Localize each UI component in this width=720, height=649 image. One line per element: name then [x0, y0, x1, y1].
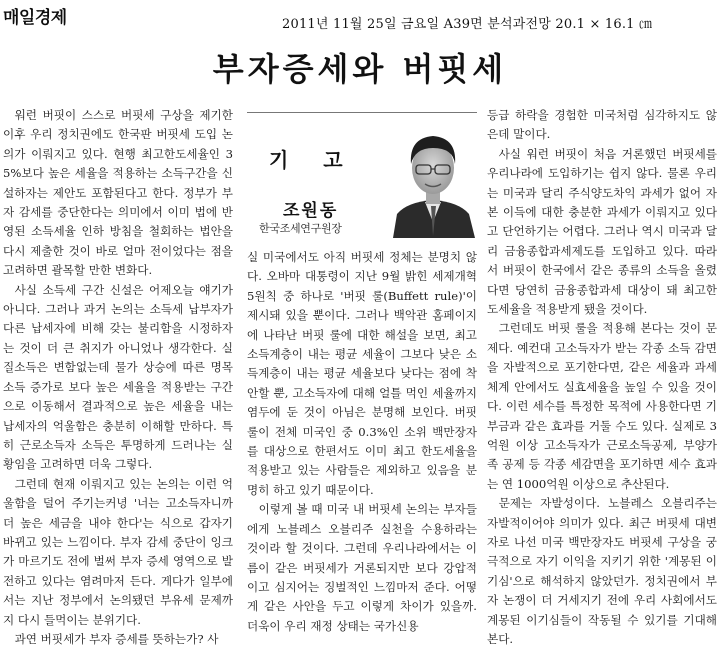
newspaper-brand: 매일경제 — [3, 8, 67, 28]
contribution-label: 기 고 — [269, 148, 357, 172]
contributor-rule — [247, 112, 477, 113]
article-column-3 — [487, 106, 717, 646]
paragraph: 등급 하락을 경험한 미국처럼 심각하지도 않은데 말이다. — [487, 108, 717, 142]
issue-line: 2011년 11월 25일 금요일 A39면 분석과전망 20.1 × 16.1 ㎝ — [282, 17, 653, 32]
paragraph: 그런데 현재 이뤄지고 있는 논의는 이런 억울함을 덜어 주기는커녕 '너는 고소득자니까 더 높은 세금을 내야 한다'는 식으로 갑자기 바뀌고 있는 느낌이다. 부자 감세 중단이 잉크가 마르기도 전에 벌써 부자 증세 영역으로 발전하고 있다는 염려마저 든다. 게다가 일부에서는 지난 정부에서 논의됐던 부유세 문제까지 다시 들먹이는 분위기다. — [3, 476, 233, 627]
author-portrait — [387, 118, 479, 238]
paragraph: 과연 버핏세가 부자 증세를 뜻하는가? 사 — [14, 631, 219, 646]
author-name: 조원동 — [283, 201, 339, 221]
author-affiliation: 한국조세연구원장 — [259, 222, 342, 235]
paragraph: 사실 소득세 구간 신설은 어제오늘 얘기가 아니다. 그러나 과거 논의는 소득세 납부자가 다른 납세자에 비해 갖는 불리함을 시정하자는 것이 더 큰 취지가 아니었나 생각한다. 실질소득은 변함없는데 물가 상승에 따른 명목소득 증가로 보다 높은 세율을 적용받는 구간으로 이동해서 결과적으로 높은 세율을 내는 납세자의 억울함은 충분히 이해할 만하다. 특히 근로소득자 소득은 투명하게 드러나는 실황임을 고려하면 더욱 그렇다. — [3, 282, 233, 472]
headline: 부자증세와 버핏세 — [212, 50, 508, 88]
contributor-box — [247, 112, 477, 244]
article-column-2 — [247, 248, 477, 633]
paragraph: 이렇게 볼 때 미국 내 버핏세 논의는 부자들에게 노블레스 오블리주 실천을 수용하라는 것이라 할 것이다. 그런데 우리나라에서는 이름이 같은 버핏세가 거론되지만 보다 강압적이고 심지어는 징벌적인 느낌마저 준다. 어떻게 같은 사안을 두고 이렇게 차이가 있을까. 더욱이 우리 재정 상태는 국가신용 — [247, 502, 477, 633]
masthead — [0, 0, 720, 30]
paragraph: 문제는 자발성이다. 노블레스 오블리주는 자발적이어야 의미가 있다. 최근 버핏세 대변자로 나선 미국 백만장자도 버핏세 구상을 궁극적으로 자기 이익을 지키기 위한 '계몽된 이기심'으로 해석하지 않았던가. 정치권에서 부자 논쟁이 더 거세지기 전에 우리 사회에서도 계몽된 이기심들이 작동될 수 있기를 기대해 본다. — [487, 496, 717, 646]
paragraph: 실 미국에서도 아직 버핏세 정체는 분명치 않다. 오바마 대통령이 지난 9월 밝힌 세제개혁 5원칙 중 하나로 '버핏 룰(Buffett rule)'이 제시돼 있을 뿐이다. 그러나 백악관 홈페이지에 나타난 버핏 룰에 대한 해설을 보면, 최고 소득계층이 내는 평균 세율이 그보다 낮은 소득계층이 내는 평균 세율보다 낮다는 점에 착안할 뿐, 고소득자에 대해 얼틀 먹인 세율까지 염두에 둔 것이 아님은 분명해 보인다. 버핏 룰이 전체 미국인 중 0.3%인 소위 백만장자를 대상으로 한편서도 이미 최고 한도세율을 적용받고 있는 사람들은 제외하고 있음을 분명히 하고 있기 때문이다. — [247, 250, 477, 497]
paragraph: 사실 워런 버핏이 처음 거론했던 버핏세를 우리나라에 도입하기는 쉽지 않다. 물론 우리는 미국과 달리 주식양도차익 과세가 없어 자본 이득에 대한 충분한 과세가 이뤄지고 있다고 단언하기는 어렵다. 그러나 역시 미국과 달리 금융종합과세제도를 도입하고 있다. 따라서 버핏이 한국에서 같은 종류의 소득을 올렸다면 당연히 금융종합과세 대상이 돼 최고한도세율을 적용받게 됐을 것이다. — [487, 146, 717, 317]
paragraph: 워런 버핏이 스스로 버핏세 구상을 제기한 이후 우리 정치권에도 한국판 버핏세 도입 논의가 이뤄지고 있다. 현행 최고한도세율인 35%보다 높은 세율을 적용하는 소득구간을 신설하자는 제안도 포함된다고 한다. 정부가 부자 감세를 중단한다는 의미에서 이미 법에 반영된 소득세율 인하 방침을 철회하는 법안을 다시 제출한 것이 바로 얼마 전이었다는 점을 고려하면 괄목할 만한 변화다. — [3, 108, 233, 278]
article-column-1 — [3, 106, 233, 646]
paragraph: 그런데도 버핏 룰을 적용해 본다는 것이 문제다. 예컨대 고소득자가 받는 각종 소득 감면을 자발적으로 포기한다면, 같은 세율과 과세 체계 안에서도 실효세율을 높일 수 있을 것이다. 이런 세수를 특정한 목적에 사용한다면 기부금과 같은 효과를 거둘 수도 있다. 실제로 3억원 이상 고소득자가 근로소득공제, 부양가족 공제 등 각종 세감면을 포기하면 세수 효과는 연 1000억원 이상으로 추산된다. — [487, 321, 717, 491]
